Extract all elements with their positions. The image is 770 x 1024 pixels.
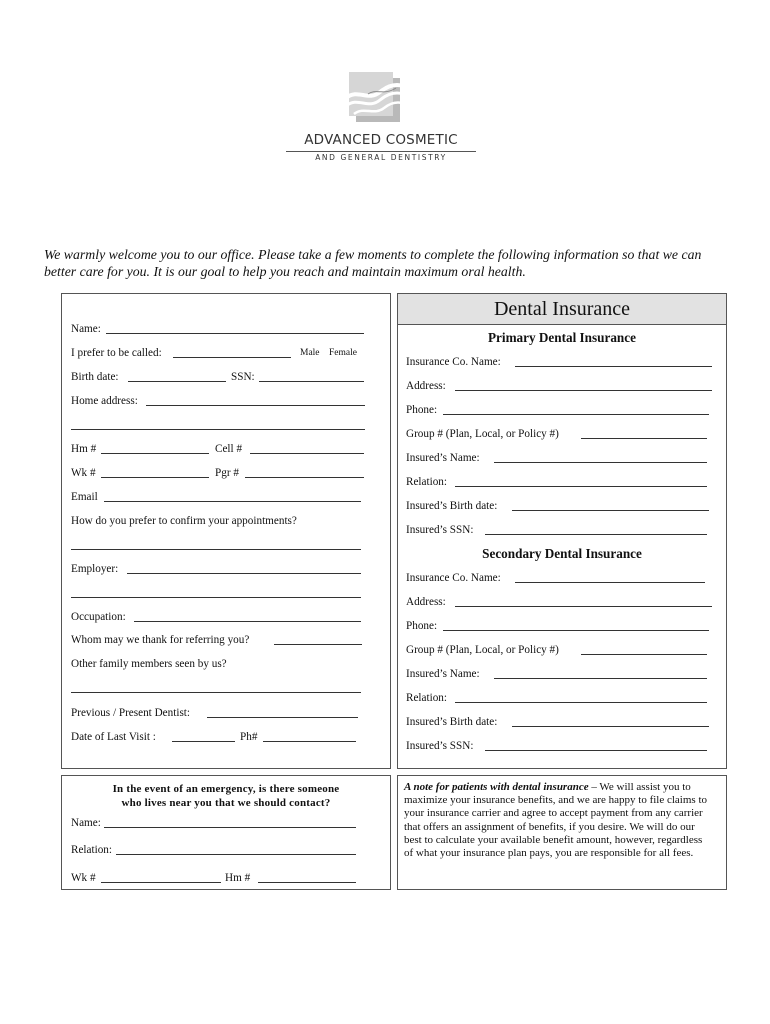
- primary-insured-ssn-label: Insured’s SSN:: [406, 524, 474, 536]
- employer-label: Employer:: [71, 563, 119, 575]
- secondary-insured-ssn-label: Insured’s SSN:: [406, 740, 474, 752]
- family-members-label: Other family members seen by us?: [71, 658, 227, 670]
- employer-field-2[interactable]: [71, 597, 361, 598]
- insurance-note-lead: A note for patients with dental insurance: [404, 781, 589, 793]
- preferred-name-label: I prefer to be called:: [71, 347, 162, 359]
- confirm-appointments-label: How do you prefer to confirm your appointments?: [71, 515, 297, 527]
- male-option[interactable]: Male: [300, 348, 320, 358]
- email-field[interactable]: [104, 501, 361, 502]
- home-address-field[interactable]: [146, 405, 365, 406]
- work-phone-label: Wk #: [71, 467, 96, 479]
- secondary-company-field[interactable]: [515, 582, 705, 583]
- occupation-field[interactable]: [134, 621, 361, 622]
- emergency-relation-label: Relation:: [71, 844, 113, 856]
- primary-relation-label: Relation:: [406, 476, 448, 488]
- emergency-home-field[interactable]: [258, 882, 356, 883]
- cell-phone-field[interactable]: [250, 453, 364, 454]
- referral-field[interactable]: [274, 644, 362, 645]
- pager-field[interactable]: [245, 477, 364, 478]
- practice-name: ADVANCED COSMETIC: [304, 132, 458, 148]
- primary-phone-label: Phone:: [406, 404, 438, 416]
- primary-company-label: Insurance Co. Name:: [406, 356, 501, 368]
- practice-logo: [286, 72, 476, 168]
- primary-insured-birth-field[interactable]: [512, 510, 709, 511]
- secondary-insured-name-label: Insured’s Name:: [406, 668, 480, 680]
- primary-address-field[interactable]: [455, 390, 712, 391]
- wave-square-logo-icon: [344, 72, 418, 128]
- secondary-relation-field[interactable]: [455, 702, 707, 703]
- last-visit-label: Date of Last Visit :: [71, 731, 156, 743]
- confirm-appointments-field[interactable]: [71, 549, 361, 550]
- primary-address-label: Address:: [406, 380, 446, 392]
- pager-label: Pgr #: [215, 467, 239, 479]
- secondary-phone-label: Phone:: [406, 620, 438, 632]
- name-field[interactable]: [106, 333, 364, 334]
- previous-dentist-field[interactable]: [207, 717, 358, 718]
- occupation-label: Occupation:: [71, 611, 126, 623]
- last-visit-field[interactable]: [172, 741, 235, 742]
- email-label: Email: [71, 491, 98, 503]
- home-phone-label: Hm #: [71, 443, 97, 455]
- secondary-phone-field[interactable]: [443, 630, 709, 631]
- primary-group-field[interactable]: [581, 438, 707, 439]
- secondary-insured-birth-field[interactable]: [512, 726, 709, 727]
- secondary-address-label: Address:: [406, 596, 446, 608]
- secondary-group-field[interactable]: [581, 654, 707, 655]
- home-address-label: Home address:: [71, 395, 138, 407]
- primary-phone-field[interactable]: [443, 414, 709, 415]
- practice-tagline: AND GENERAL DENTISTRY: [286, 151, 476, 162]
- secondary-insured-ssn-field[interactable]: [485, 750, 707, 751]
- dentist-phone-label: Ph#: [240, 731, 258, 743]
- insurance-note: [404, 781, 714, 860]
- previous-dentist-label: Previous / Present Dentist:: [71, 707, 191, 719]
- welcome-message: We warmly welcome you to our office. Please take a few moments to complete the following information so that we can better care for you. It is our goal to help you reach and maintain maximum oral health.: [44, 247, 702, 279]
- secondary-address-field[interactable]: [455, 606, 712, 607]
- preferred-name-field[interactable]: [173, 357, 291, 358]
- birth-date-label: Birth date:: [71, 371, 119, 383]
- dentist-phone-field[interactable]: [263, 741, 356, 742]
- cell-phone-label: Cell #: [215, 443, 243, 455]
- ssn-label: SSN:: [231, 371, 255, 383]
- emergency-name-field[interactable]: [104, 827, 356, 828]
- secondary-group-label: Group # (Plan, Local, or Policy #): [406, 644, 559, 656]
- insurance-note-body: – We will assist you to maximize your insurance benefits, and we are happy to file claims to your insurance carrier and agree to accept payment from any carrier that offers an assignment of benefits, if you desire. We will do our best to calculate your available benefit amount, however, regardless of what your insurance plan pays, you are responsible for all fees.: [404, 781, 708, 860]
- primary-insured-ssn-field[interactable]: [485, 534, 707, 535]
- patient-info-section: [61, 293, 391, 769]
- emergency-relation-field[interactable]: [116, 854, 356, 855]
- employer-field[interactable]: [127, 573, 361, 574]
- emergency-work-label: Wk #: [71, 872, 96, 884]
- work-phone-field[interactable]: [101, 477, 209, 478]
- emergency-home-label: Hm #: [225, 872, 251, 884]
- emergency-heading-1: In the event of an emergency, is there someone: [112, 783, 340, 795]
- home-phone-field[interactable]: [101, 453, 209, 454]
- emergency-work-field[interactable]: [101, 882, 221, 883]
- primary-insured-name-field[interactable]: [494, 462, 707, 463]
- primary-company-field[interactable]: [515, 366, 712, 367]
- ssn-field[interactable]: [259, 381, 364, 382]
- female-option[interactable]: Female: [329, 348, 357, 358]
- secondary-insured-birth-label: Insured’s Birth date:: [406, 716, 498, 728]
- secondary-insured-name-field[interactable]: [494, 678, 707, 679]
- family-members-field[interactable]: [71, 692, 361, 693]
- primary-group-label: Group # (Plan, Local, or Policy #): [406, 428, 559, 440]
- emergency-name-label: Name:: [71, 817, 101, 829]
- primary-relation-field[interactable]: [455, 486, 707, 487]
- primary-insured-birth-label: Insured’s Birth date:: [406, 500, 498, 512]
- home-address-field-2[interactable]: [71, 429, 365, 430]
- secondary-company-label: Insurance Co. Name:: [406, 572, 501, 584]
- birth-date-field[interactable]: [128, 381, 226, 382]
- secondary-insurance-heading: Secondary Dental Insurance: [482, 546, 642, 561]
- referral-label: Whom may we thank for referring you?: [71, 634, 250, 646]
- name-label: Name:: [71, 323, 101, 335]
- primary-insured-name-label: Insured’s Name:: [406, 452, 480, 464]
- primary-insurance-heading: Primary Dental Insurance: [488, 330, 636, 345]
- insurance-title: Dental Insurance: [398, 294, 726, 325]
- emergency-heading-2: who lives near you that we should contact?: [121, 797, 331, 809]
- secondary-relation-label: Relation:: [406, 692, 448, 704]
